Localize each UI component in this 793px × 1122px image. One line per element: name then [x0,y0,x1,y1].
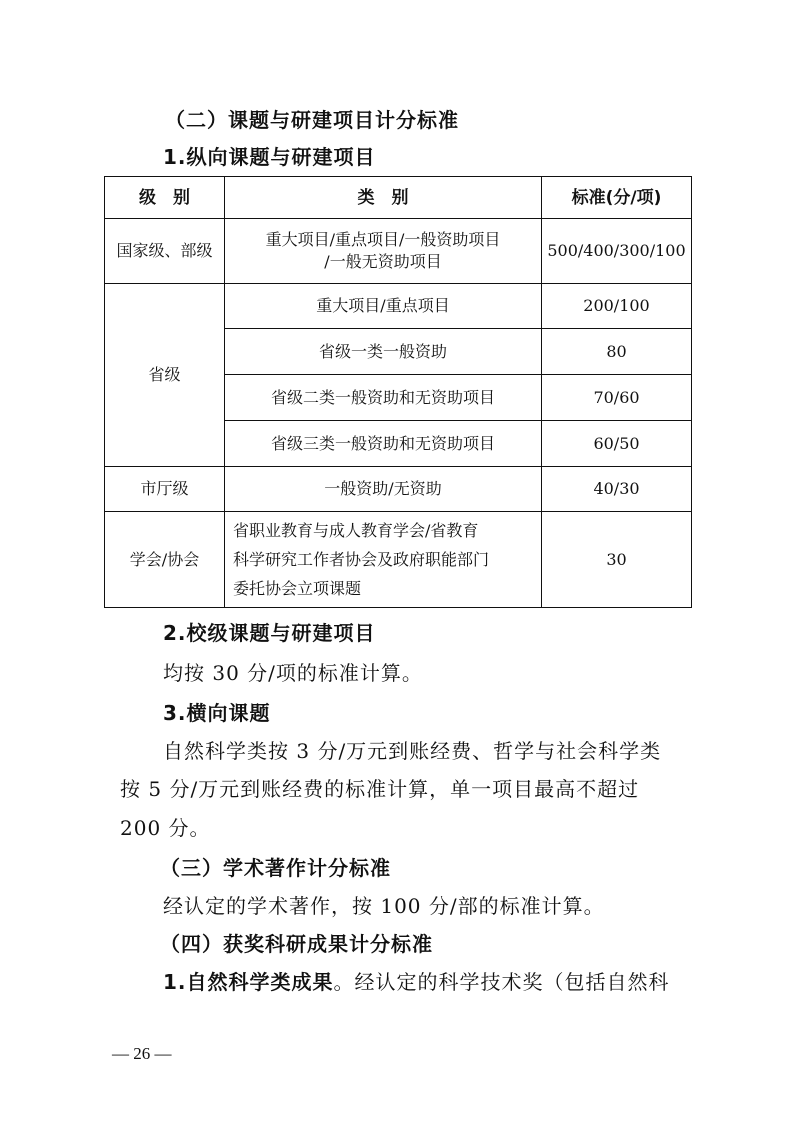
award-bold-label: 1.自然科学类成果 [163,970,334,994]
subheading-horizontal: 3.横向课题 [163,701,271,725]
paragraph-horizontal-1: 自然科学类按 3 分/万元到账经费、哲学与社会科学类 [163,739,662,763]
table-row [105,467,692,512]
cell-level: 学会/协会 [105,512,225,608]
cell-score: 70/60 [542,375,692,421]
award-text: 。经认定的科学技术奖（包括自然科 [333,970,670,994]
cell-category: 重大项目/重点项目/一般资助项目 /一般无资助项目 [225,219,542,284]
section-heading-2: （二）课题与研建项目计分标准 [165,108,459,132]
cell-category: 省级三类一般资助和无资助项目 [225,421,542,467]
table-header-row [105,177,692,219]
table-row [105,219,692,284]
cell-score: 500/400/300/100 [542,219,692,284]
section-heading-4: （四）获奖科研成果计分标准 [160,932,433,956]
paragraph-award [163,969,670,995]
paragraph-school: 均按 30 分/项的标准计算。 [163,661,423,685]
table-row [105,512,692,608]
subheading-vertical-projects: 1.纵向课题与研建项目 [163,145,376,169]
table-row [105,284,692,329]
cell-score: 40/30 [542,467,692,512]
cell-score: 30 [542,512,692,608]
cell-category: 省职业教育与成人教育学会/省教育 科学研究工作者协会及政府职能部门 委托协会立项课题 [225,512,542,608]
header-level: 级 别 [105,177,225,219]
cell-category: 重大项目/重点项目 [225,284,542,329]
cell-category: 省级二类一般资助和无资助项目 [225,375,542,421]
cell-category: 一般资助/无资助 [225,467,542,512]
scoring-table [104,176,692,608]
cell-category: 省级一类一般资助 [225,329,542,375]
paragraph-horizontal-2: 按 5 分/万元到账经费的标准计算，单一项目最高不超过 [120,777,640,801]
header-category: 类 别 [225,177,542,219]
cell-level: 省级 [105,284,225,467]
cell-level: 国家级、部级 [105,219,225,284]
cell-level: 市厅级 [105,467,225,512]
header-score: 标准(分/项) [542,177,692,219]
subheading-school-projects: 2.校级课题与研建项目 [163,621,376,645]
cell-score: 80 [542,329,692,375]
section-heading-3: （三）学术著作计分标准 [160,856,391,880]
cell-score: 200/100 [542,284,692,329]
paragraph-horizontal-3: 200 分。 [120,816,211,840]
cell-score: 60/50 [542,421,692,467]
paragraph-works: 经认定的学术著作，按 100 分/部的标准计算。 [163,894,605,918]
page-number: — 26 — [112,1044,172,1063]
